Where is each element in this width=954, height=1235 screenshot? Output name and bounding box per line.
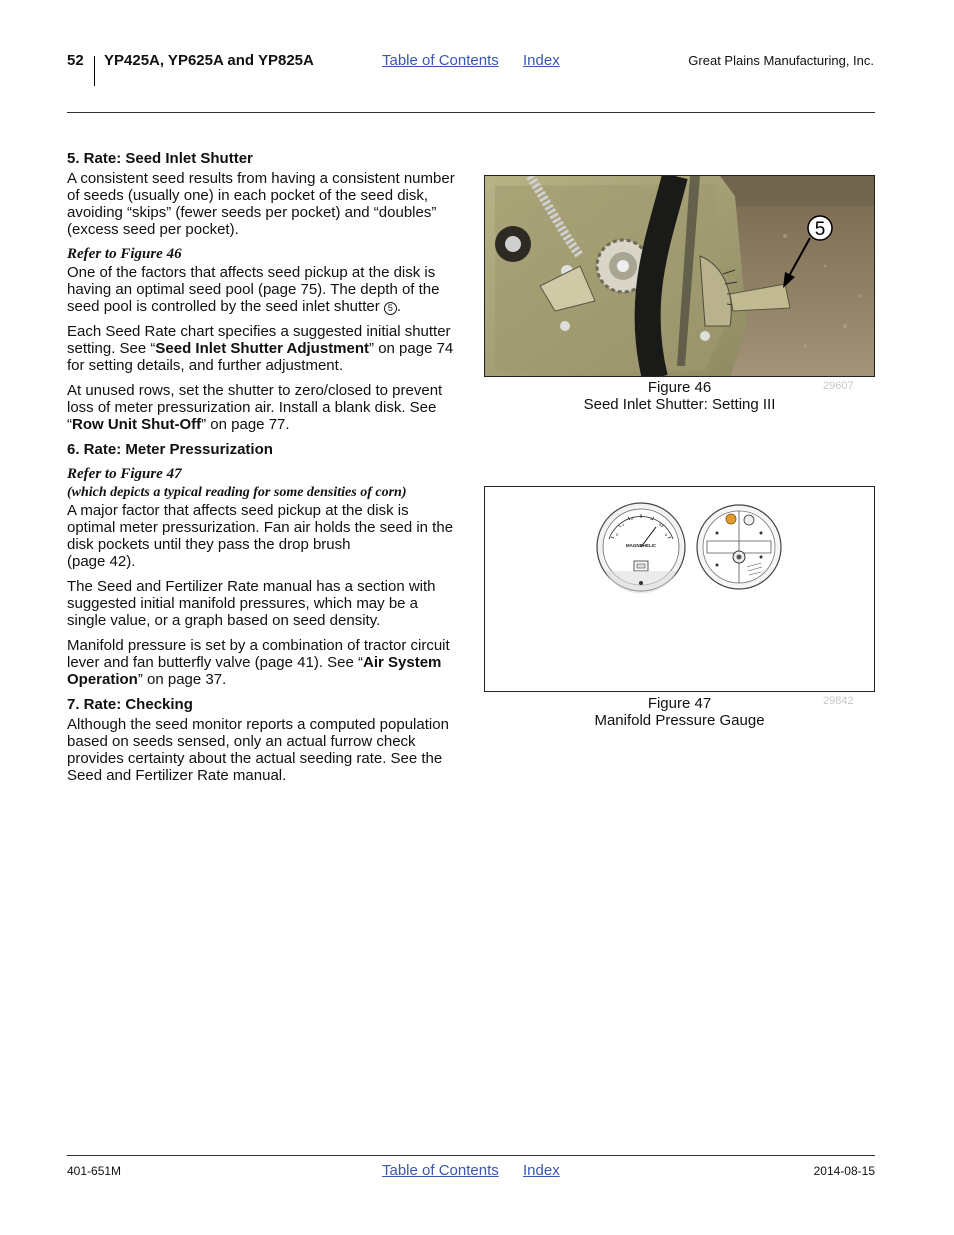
paragraph: Manifold pressure is set by a combination of tractor circuit lever and fan butterfly valve (page 41). See “Air System Operation” on page 37. xyxy=(67,637,450,688)
figure-46-photo xyxy=(484,175,875,377)
document-title: YP425A, YP625A and YP825A xyxy=(104,52,314,69)
figure-reference-note: (which depicts a typical reading for some densities of corn) xyxy=(67,485,407,500)
figure-47-caption: Manifold Pressure Gauge xyxy=(594,712,765,729)
manifold-pressure-gauge-illustration xyxy=(485,487,874,691)
svg-text:3: 3 xyxy=(640,514,643,519)
svg-text:2: 2 xyxy=(631,516,634,521)
page-number: 52 xyxy=(67,52,84,69)
header-index-link[interactable]: Index xyxy=(523,52,560,69)
figure-reference: Refer to Figure 47 xyxy=(67,466,182,482)
cross-reference: Seed Inlet Shutter Adjustment xyxy=(155,340,370,357)
paragraph: A consistent seed results from having a consistent number of seeds (usually one) in each pocket of the seed disk, avoiding “skips” (fewer seeds per pocket) and “doubles” (excess seed per pocket). xyxy=(67,170,455,238)
gauge-back-icon xyxy=(697,505,781,589)
svg-text:5: 5 xyxy=(659,522,662,527)
figure-46-label: Figure 46 xyxy=(647,379,712,396)
gauge-brand: MAGNEHELIC xyxy=(625,543,657,548)
gauge-front-icon xyxy=(597,503,685,594)
cross-reference: Row Unit Shut-Off xyxy=(72,416,202,433)
company-name: Great Plains Manufacturing, Inc. xyxy=(688,53,874,68)
header-divider xyxy=(94,56,95,86)
figure-46-callout: 5 xyxy=(814,219,826,240)
figure-47-frame xyxy=(484,486,875,692)
section-heading-meter-pressurization: 6. Rate: Meter Pressurization xyxy=(67,441,273,458)
text-column xyxy=(67,150,459,792)
document-id: 401-651M xyxy=(67,1164,122,1178)
cross-reference: Air System Operation xyxy=(67,654,442,688)
publication-date: 2014-08-15 xyxy=(813,1164,875,1178)
header-rule xyxy=(67,112,875,113)
section-heading-checking: 7. Rate: Checking xyxy=(67,696,193,713)
svg-text:0: 0 xyxy=(616,532,619,537)
figure-47-number: 29842 xyxy=(823,695,854,707)
paragraph: A major factor that affects seed pickup at the disk is optimal meter pressurization. Fan air holds the seed in the disk pockets until they pass the drop brush (page 42). xyxy=(67,502,454,570)
figure-46-caption: Seed Inlet Shutter: Setting III xyxy=(583,396,776,413)
figure-reference: Refer to Figure 46 xyxy=(67,246,182,262)
callout-5-icon: 5 xyxy=(384,302,397,315)
header-toc-link[interactable]: Table of Contents xyxy=(382,52,499,69)
svg-text:6: 6 xyxy=(665,532,668,537)
footer-toc-link[interactable]: Table of Contents xyxy=(382,1162,499,1179)
paragraph: Each Seed Rate chart specifies a suggested initial shutter setting. See “Seed Inlet Shutter Adjustment” on page 74 for setting details, and further adjustment. xyxy=(67,323,454,374)
footer-rule xyxy=(67,1155,875,1156)
section-heading-seed-inlet-shutter: 5. Rate: Seed Inlet Shutter xyxy=(67,150,253,167)
footer-index-link[interactable]: Index xyxy=(523,1162,560,1179)
svg-text:4: 4 xyxy=(650,516,653,521)
paragraph: Although the seed monitor reports a computed population based on seeds sensed, only an actual furrow check provides certainty about the actual seeding rate. See the Seed and Fertilizer Rate manual. xyxy=(67,716,449,784)
paragraph: The Seed and Fertilizer Rate manual has a section with suggested initial manifold pressures, which may be a single value, or a graph based on seed density. xyxy=(67,578,436,629)
figure-46-number: 29607 xyxy=(823,380,854,392)
seed-meter-shutter-illustration xyxy=(485,176,875,377)
figure-47-label: Figure 47 xyxy=(647,695,712,712)
paragraph: One of the factors that affects seed pickup at the disk is having an optimal seed pool (page 75). The depth of the seed pool is controlled by the seed inlet shutter 5 . xyxy=(67,264,440,315)
svg-text:1: 1 xyxy=(622,522,625,527)
paragraph: At unused rows, set the shutter to zero/closed to prevent loss of meter pressurization air. Install a blank disk. See “Row Unit Shut-Off” on page 77. xyxy=(67,382,443,433)
